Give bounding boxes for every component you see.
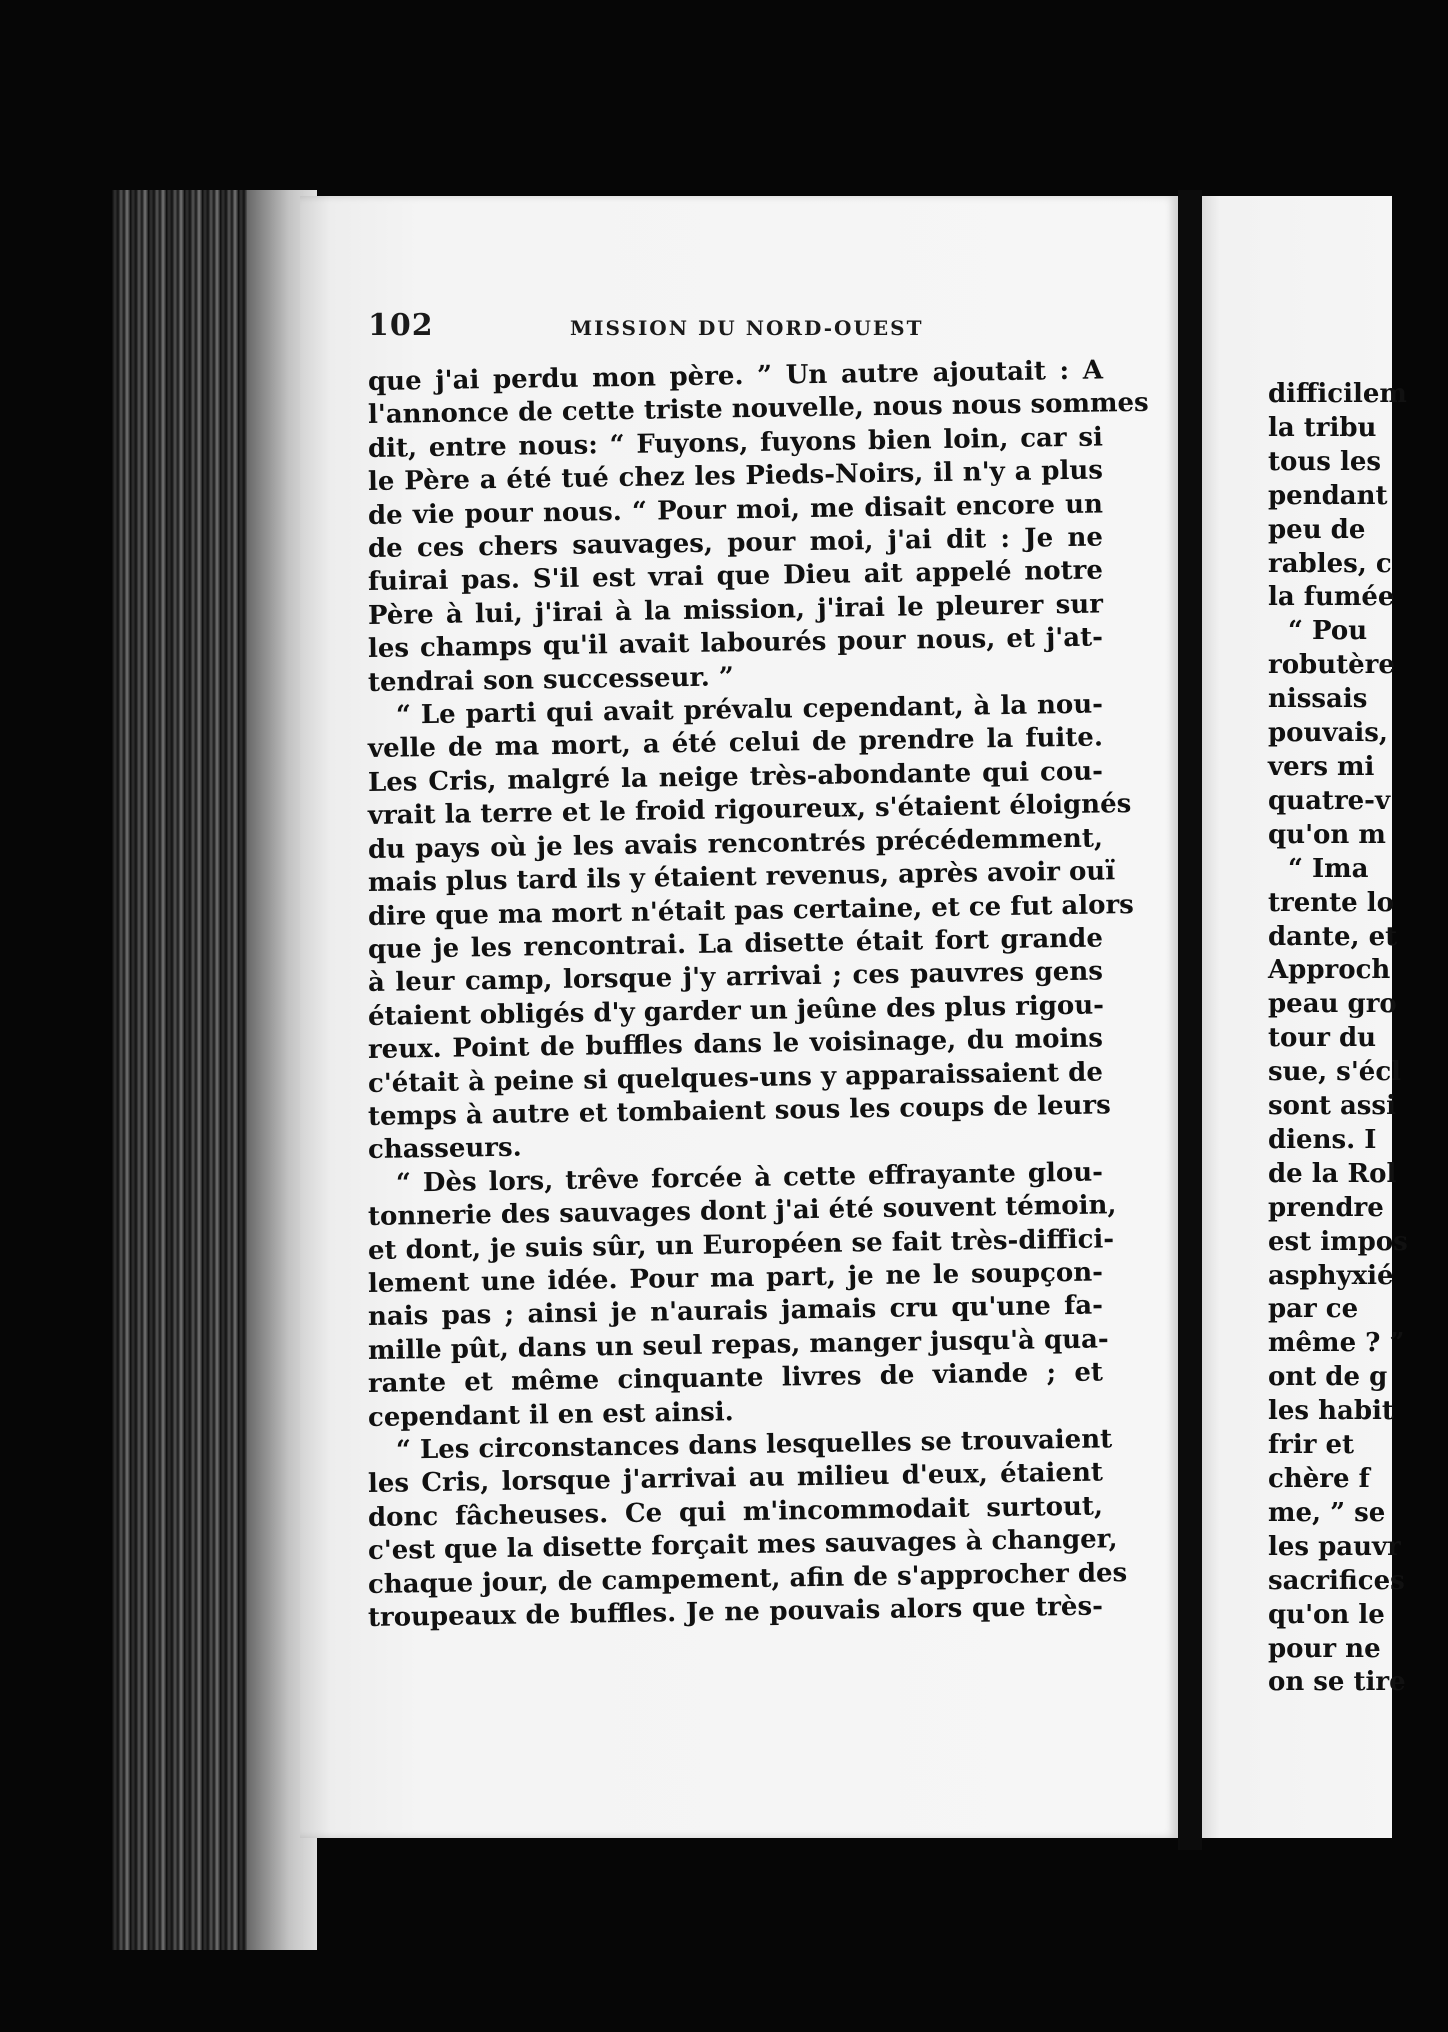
text-line: c'était à peine si quelques-uns y apparaissaient de — [367, 1056, 1104, 1099]
text-line: qu'on le — [1268, 1599, 1385, 1630]
text-line: c'est que la disette forçait mes sauvages à changer, — [367, 1524, 1118, 1567]
text-line: “ Pou — [1288, 616, 1368, 647]
text-line: vers mi — [1268, 751, 1375, 782]
book-page-edges — [112, 190, 317, 1950]
text-line: robutère — [1268, 650, 1395, 681]
text-line: difficilem — [1268, 379, 1407, 409]
left-page-body-text — [367, 355, 1149, 1635]
text-line: temps à autre et tombaient sous les coups de leurs — [367, 1090, 1111, 1132]
text-line: chère f — [1268, 1464, 1370, 1494]
text-line: ont de g — [1268, 1362, 1388, 1393]
text-line: quatre-v — [1268, 785, 1391, 816]
text-line: diens. I — [1268, 1124, 1377, 1155]
text-line: est impos — [1268, 1226, 1408, 1257]
text-line: dit, entre nous: “ Fuyons, fuyons bien loin, car si — [367, 422, 1104, 464]
text-line: dire que ma mort n'était pas certaine, et ce fut alors — [367, 889, 1135, 932]
text-line: vrait la terre et le froid rigoureux, s'étaient éloignés — [367, 789, 1132, 832]
text-line: asphyxié — [1268, 1260, 1394, 1291]
text-line: de vie pour nous. “ Pour moi, me disait encore un — [367, 489, 1104, 531]
text-line: tour du — [1268, 1023, 1377, 1054]
text-line: sue, s'écl — [1268, 1057, 1402, 1088]
text-line: tonnerie des sauvages dont j'ai été souvent témoin, — [367, 1190, 1117, 1233]
text-line: donc fâcheuses. Ce qui m'incommodait surtout, — [367, 1491, 1104, 1533]
text-line: me, ” se — [1268, 1497, 1386, 1528]
text-line: peau gro — [1268, 989, 1397, 1020]
text-line: “ Le parti qui avait prévalu cependant, à la nou- — [395, 689, 1104, 731]
text-line: tendrai son successeur. ” — [367, 661, 735, 698]
text-line: même ? ” — [1268, 1328, 1405, 1359]
text-line: les habit — [1268, 1396, 1394, 1427]
text-line: mille pût, dans un seul repas, manger jusqu'à qua- — [367, 1324, 1109, 1366]
text-line: chaque jour, de campement, afin de s'approcher des — [367, 1557, 1128, 1600]
right-page-body-text — [1268, 378, 1448, 1700]
text-line: Les Cris, malgré la neige très-abondante qui cou- — [367, 756, 1104, 798]
text-line: troupeaux de buffles. Je ne pouvais alors que très- — [367, 1591, 1104, 1634]
book-gutter — [1178, 190, 1202, 1850]
text-line: que je les rencontrai. La disette était fort grande — [367, 923, 1104, 965]
right-page-partial — [1202, 196, 1408, 1838]
text-line: “ Dès lors, trêve forcée à cette effrayante glou- — [395, 1157, 1104, 1199]
text-line: les Cris, lorsque j'arrivai au milieu d'eux, étaient — [367, 1457, 1104, 1500]
text-line: étaient obligés d'y garder un jeûne des plus rigou- — [367, 990, 1105, 1032]
text-line: cependant il en est ainsi. — [367, 1396, 734, 1433]
text-line: le Père a été tué chez les Pieds-Noirs, il n'y a plus — [367, 455, 1104, 498]
text-line: pour ne — [1268, 1633, 1381, 1664]
text-line: prendre — [1268, 1192, 1384, 1223]
text-line: on se tire — [1268, 1667, 1406, 1698]
page-header — [368, 308, 1128, 348]
text-line: pendant — [1268, 480, 1388, 511]
text-line: de ces chers sauvages, pour moi, j'ai dit : Je ne — [367, 522, 1104, 565]
running-title: MISSION DU NORD-OUEST — [570, 316, 924, 340]
text-line: de la Rol — [1268, 1158, 1397, 1189]
text-line: dante, et — [1268, 921, 1398, 952]
text-line: rables, c — [1268, 548, 1392, 579]
text-line: fuirai pas. S'il est vrai que Dieu ait appelé notre — [367, 555, 1104, 598]
text-line: pouvais, — [1268, 718, 1388, 749]
text-line: nais pas ; ainsi je n'aurais jamais cru qu'une fa- — [367, 1290, 1104, 1333]
text-line: et dont, je suis sûr, un Européen se fait très-diffici- — [367, 1223, 1115, 1266]
text-line: Approch — [1268, 955, 1391, 986]
text-line: velle de ma mort, a été celui de prendre la fuite. — [367, 722, 1104, 765]
text-line: lement une idée. Pour ma part, je ne le soupçon- — [367, 1257, 1104, 1299]
text-line: rante et même cinquante livres de viande ; et — [367, 1357, 1104, 1400]
text-line: “ Les circonstances dans lesquelles se trouvaient — [395, 1424, 1113, 1466]
text-line: tous les — [1268, 446, 1382, 477]
text-line: à leur camp, lorsque j'y arrivai ; ces pauvres gens — [367, 956, 1104, 999]
page-number: 102 — [368, 308, 434, 343]
left-page — [300, 196, 1178, 1838]
text-line: Père à lui, j'irai à la mission, j'irai le pleurer sur — [367, 589, 1104, 631]
text-line: la tribu — [1268, 412, 1377, 443]
text-line: par ce — [1268, 1294, 1359, 1325]
text-line: “ Ima — [1288, 853, 1369, 884]
text-line: les pauvr — [1268, 1531, 1401, 1562]
text-line: qu'on m — [1268, 819, 1386, 850]
text-line: chasseurs. — [367, 1132, 522, 1166]
text-line: la fumée — [1268, 582, 1395, 613]
text-line: frir et — [1268, 1430, 1355, 1461]
text-line: mais plus tard ils y étaient revenus, après avoir ouï — [367, 856, 1116, 899]
text-line: les champs qu'il avait labourés pour nous, et j'at- — [367, 622, 1104, 665]
text-line: du pays où je les avais rencontrés précédemment, — [367, 823, 1104, 865]
text-line: sacrifices — [1268, 1565, 1405, 1596]
text-line: sont assi — [1268, 1091, 1396, 1122]
text-line: que j'ai perdu mon père. ” Un autre ajoutait : A — [367, 355, 1104, 397]
text-line: peu de — [1268, 514, 1366, 545]
text-line: nissais — [1268, 684, 1368, 715]
text-line: reux. Point de buffles dans le voisinage, du moins — [367, 1023, 1104, 1066]
text-line: trente lo — [1268, 887, 1394, 918]
text-line: l'annonce de cette triste nouvelle, nous nous sommes — [367, 388, 1149, 431]
